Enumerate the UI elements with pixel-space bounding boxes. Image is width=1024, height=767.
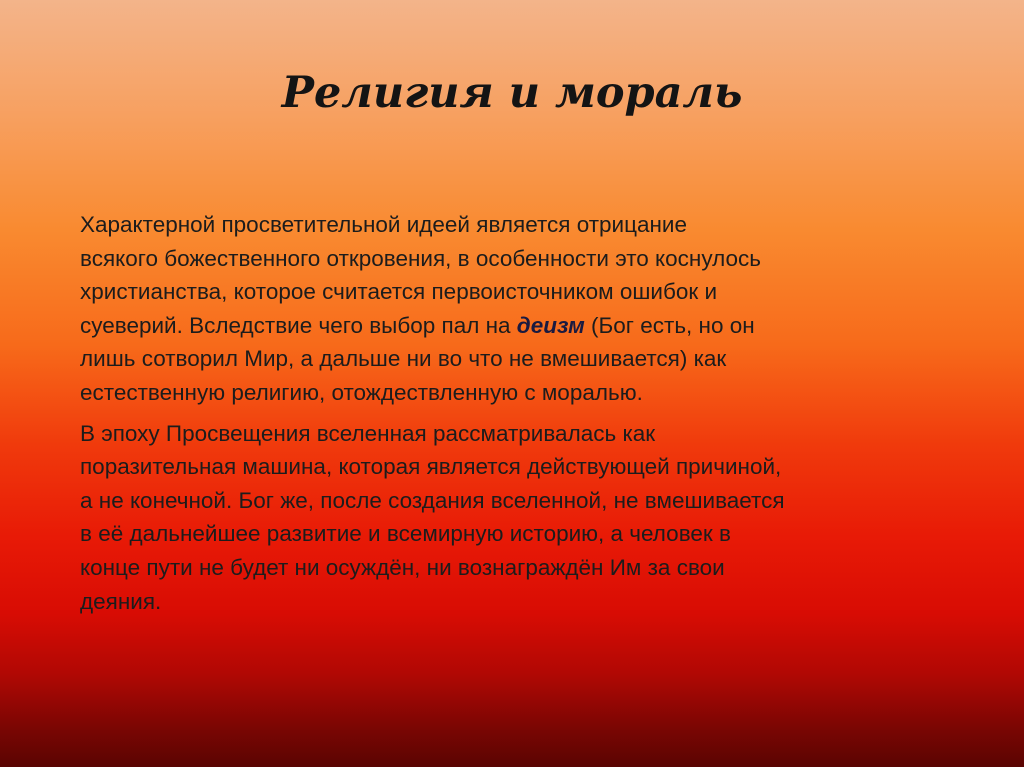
text-line: а не конечной. Бог же, после создания вселенной, не вмешивается <box>80 487 785 513</box>
text-line: всякого божественного откровения, в особенности это коснулось <box>80 245 761 271</box>
paragraph-deism <box>80 208 956 410</box>
text-segment: (Бог есть, но он <box>584 312 755 338</box>
text-line: естественную религию, отождествленную с моралью. <box>80 379 643 405</box>
paragraph-enlightenment <box>80 417 956 619</box>
slide-body <box>80 208 956 618</box>
text-line: Характерной просветительной идеей является отрицание <box>80 212 688 237</box>
text-line: поразительная машина, которая является действующей причиной, <box>80 454 782 480</box>
text-line: деяния. <box>80 588 162 614</box>
text-line: В эпоху Просвещения вселенная рассматривалась как <box>80 420 656 446</box>
text-line: конце пути не будет ни осуждён, ни вознаграждён Им за свои <box>80 554 725 580</box>
text-line: в её дальнейшее развитие и всемирную историю, а человек в <box>80 521 731 547</box>
deism-term: деизм <box>516 312 585 338</box>
slide-title: Религия и мораль <box>281 68 743 118</box>
text-line <box>80 313 755 338</box>
text-line: лишь сотворил Мир, а дальше ни во что не вмешивается) как <box>80 346 727 372</box>
text-line: христианства, которое считается первоисточником ошибок и <box>80 279 718 305</box>
text-segment: суеверий. Вследствие чего выбор пал на <box>80 312 517 338</box>
